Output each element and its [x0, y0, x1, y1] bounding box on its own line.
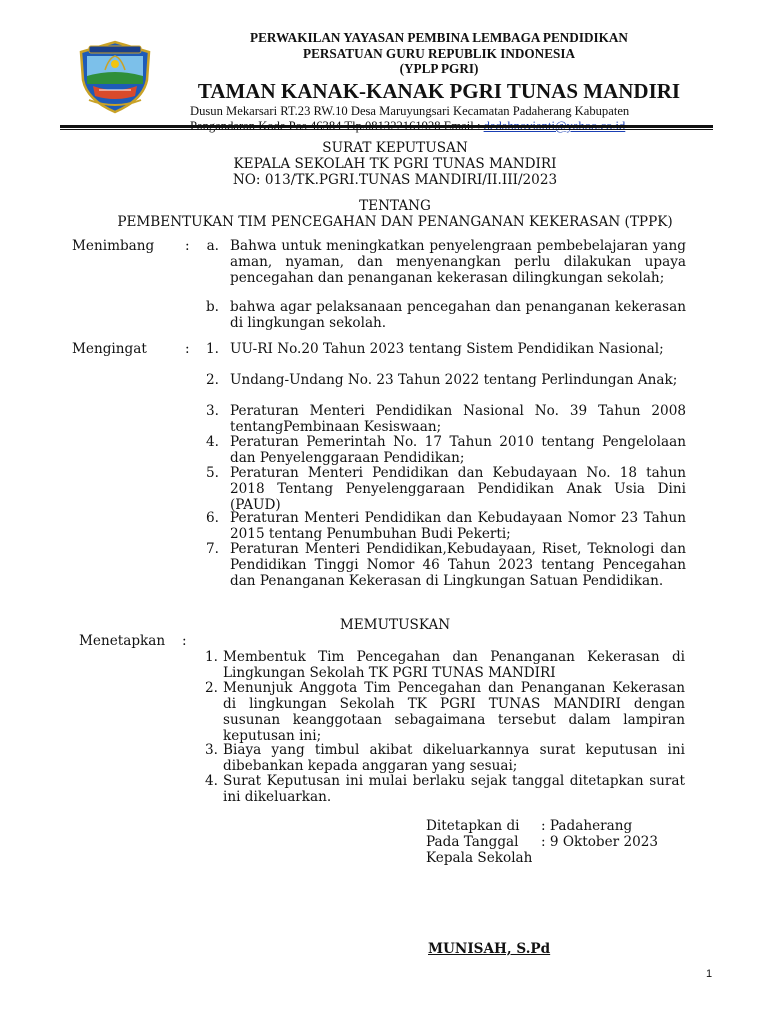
- decree-subject: PEMBENTUKAN TIM PENCEGAHAN DAN PENANGANAN KEKERASAN (TPPK): [117, 214, 673, 230]
- decree-issuer: KEPALA SEKOLAH TK PGRI TUNAS MANDIRI: [233, 156, 557, 172]
- menimbang-label: Menimbang: [72, 238, 155, 254]
- tanggal-label: Pada Tanggal: [426, 834, 519, 850]
- mengingat-item: Undang-Undang No. 23 Tahun 2022 tentang Perlindungan Anak;: [230, 372, 678, 388]
- ditetapkan-value: : Padaherang: [541, 818, 633, 834]
- mengingat-label: Mengingat: [72, 341, 147, 357]
- mengingat-marker: 2.: [206, 372, 219, 388]
- mengingat-item: Peraturan Menteri Pendidikan dan Kebudayaan No. 18 tahun 2018 Tentang Penyelenggaraan Pendidikan Anak Usia Dini (PAUD): [230, 465, 686, 513]
- mengingat-marker: 3.: [206, 403, 219, 419]
- menimbang-marker: a.: [206, 238, 219, 254]
- mengingat-marker: 6.: [206, 510, 219, 526]
- menimbang-marker: b.: [205, 299, 219, 315]
- decree-title: SURAT KEPUTUSAN: [322, 140, 468, 156]
- mengingat-marker: 4.: [206, 434, 219, 450]
- menetapkan-colon: :: [182, 633, 187, 649]
- tanggal-value: : 9 Oktober 2023: [541, 834, 659, 850]
- mengingat-marker: 1.: [206, 341, 219, 357]
- menimbang-colon: :: [185, 238, 190, 254]
- mengingat-item: Peraturan Menteri Pendidikan Nasional No. 39 Tahun 2008 tentangPembinaan Kesiswaan;: [230, 403, 686, 435]
- menimbang-item: bahwa agar pelaksanaan pencegahan dan penanganan kekerasan di lingkungan sekolah.: [230, 299, 686, 331]
- mengingat-marker: 7.: [206, 541, 219, 557]
- mengingat-item: Peraturan Pemerintah No. 17 Tahun 2010 tentang Pengelolaan dan Penyelenggaraan Pendidikan;: [230, 434, 686, 466]
- menimbang-item: Bahwa untuk meningkatkan penyelengraan pembebelajaran yang aman, nyaman, dan menyenangkan perlu dilakukan upaya pencegahan dan penanganan kekerasan dilingkungan sekolah;: [230, 238, 686, 286]
- address-line1: Dusun Mekarsari RT.23 RW.10 Desa Maruyungsari Kecamatan Padaherang Kabupaten: [190, 103, 630, 118]
- signer-name: MUNISAH, S.Pd: [428, 941, 551, 957]
- letterhead-divider-thick: [60, 125, 713, 128]
- menetapkan-marker: 1.: [205, 649, 218, 665]
- menetapkan-label: Menetapkan: [79, 633, 166, 649]
- menetapkan-item: Menunjuk Anggota Tim Pencegahan dan Penanganan Kekerasan di lingkungan Sekolah TK PGRI TUNAS MANDIRI dengan susunan keanggotaan sebagaimana tersebut dalam lampiran keputusan ini;: [223, 680, 685, 744]
- menetapkan-item: Biaya yang timbul akibat dikeluarkannya surat keputusan ini dibebankan kepada anggaran yang sesuai;: [223, 742, 685, 774]
- mengingat-colon: :: [185, 341, 190, 357]
- signer-position: Kepala Sekolah: [426, 850, 533, 866]
- mengingat-marker: 5.: [206, 465, 219, 481]
- school-name: TAMAN KANAK-KANAK PGRI TUNAS MANDIRI: [197, 78, 681, 103]
- regency-emblem-icon: [75, 38, 155, 114]
- menetapkan-marker: 3.: [205, 742, 218, 758]
- memutuskan-heading: MEMUTUSKAN: [339, 617, 451, 633]
- mengingat-item: UU-RI No.20 Tahun 2023 tentang Sistem Pendidikan Nasional;: [230, 341, 664, 357]
- decree-tentang: TENTANG: [359, 198, 431, 214]
- letterhead: [190, 30, 685, 135]
- mengingat-item: Peraturan Menteri Pendidikan,Kebudayaan, Riset, Teknologi dan Pendidikan Tinggi Nomor 46 Tahun 2023 tentang Pencegahan dan Penanganan Kekerasan di Lingkungan Satuan Pendidikan.: [230, 541, 686, 589]
- decree-number: NO: 013/TK.PGRI.TUNAS MANDIRI/II.III/2023: [232, 172, 558, 188]
- letterhead-line3: (YPLP PGRI): [399, 61, 479, 76]
- letterhead-line1: PERWAKILAN YAYASAN PEMBINA LEMBAGA PENDIDIKAN: [250, 30, 628, 45]
- menetapkan-item: Surat Keputusan ini mulai berlaku sejak tanggal ditetapkan surat ini dikeluarkan.: [223, 773, 685, 805]
- letterhead-divider-thin: [60, 129, 713, 130]
- page-number: 1: [706, 968, 713, 980]
- letterhead-line2: PERSATUAN GURU REPUBLIK INDONESIA: [303, 45, 575, 61]
- mengingat-item: Peraturan Menteri Pendidikan dan Kebudayaan Nomor 23 Tahun 2015 tentang Penumbuhan Budi Pekerti;: [230, 510, 686, 542]
- menetapkan-marker: 2.: [205, 680, 218, 696]
- menetapkan-marker: 4.: [205, 773, 218, 789]
- ditetapkan-label: Ditetapkan di: [426, 818, 520, 834]
- menetapkan-item: Membentuk Tim Pencegahan dan Penanganan Kekerasan di Lingkungan Sekolah TK PGRI TUNAS MANDIRI: [223, 649, 685, 681]
